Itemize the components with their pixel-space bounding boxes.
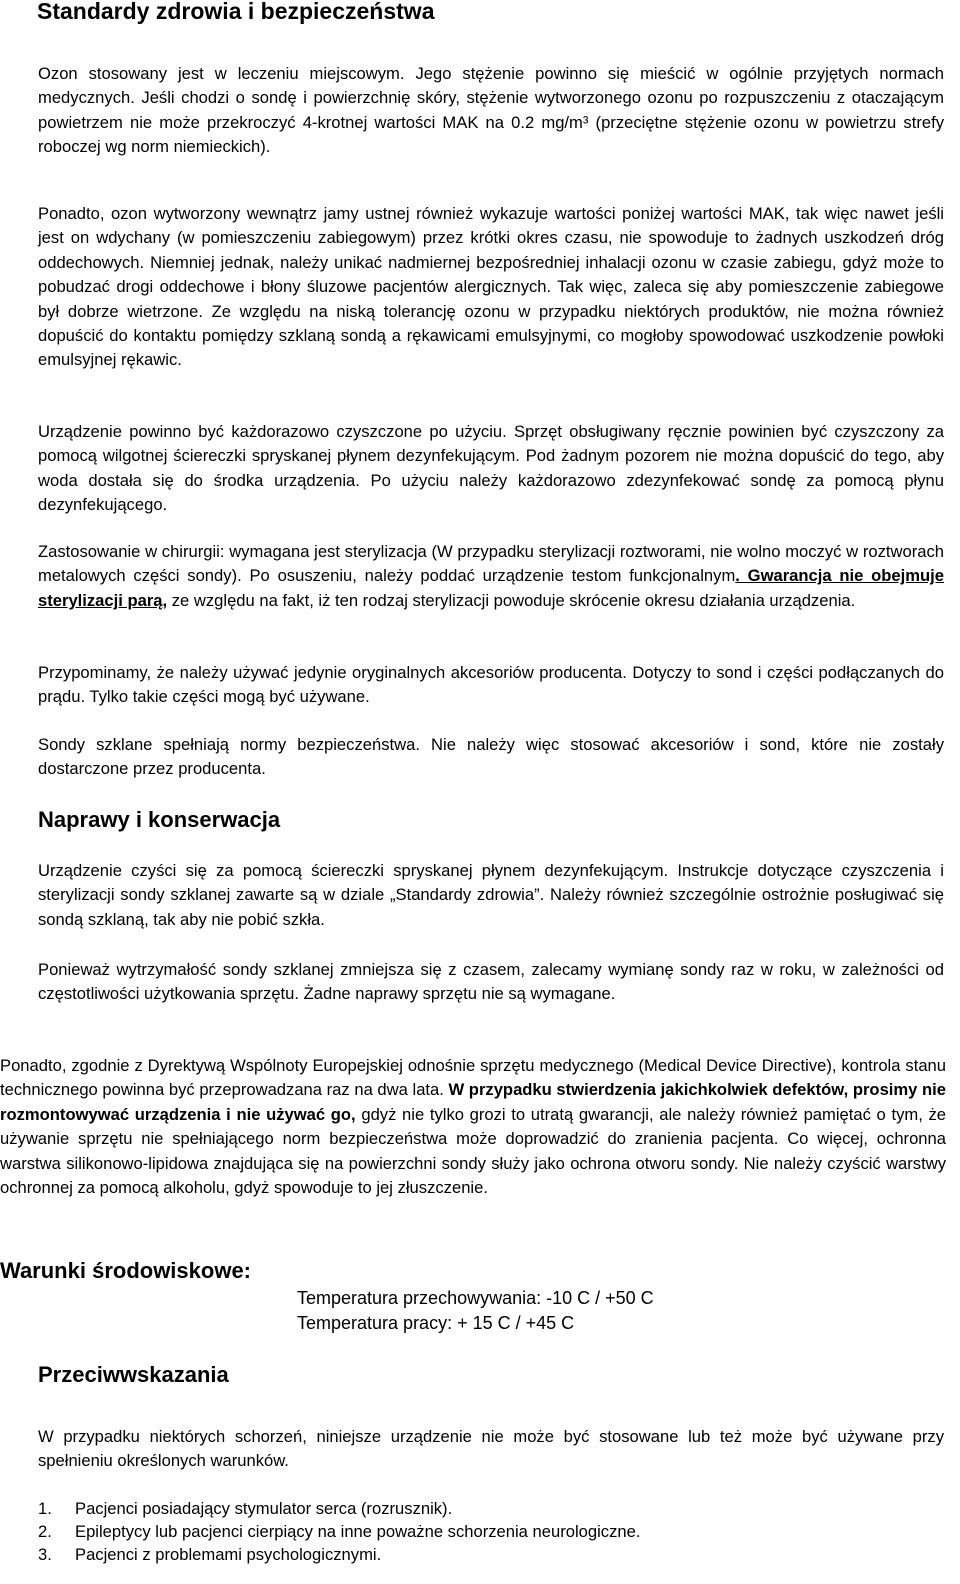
list-item — [38, 1497, 640, 1520]
list-item — [38, 1543, 640, 1566]
list-number: 1. — [38, 1499, 52, 1518]
paragraph-device-cleaning: Urządzenie czyści się za pomocą ściereczki spryskanej płynem dezynfekującym. Instrukcje dotyczące czyszczenia i sterylizacji sondy szklanej zawarte są w dziale „Standardy zdrowia”. Należy również szczególnie ostrożnie posługiwać się sondą szklaną, tak aby nie pobić szkła. — [38, 861, 944, 929]
list-number: 3. — [38, 1545, 52, 1564]
warranty-note: . Gwarancja nie obejmuje sterylizacji parą, — [38, 566, 944, 610]
defect-warning: W przypadku stwierdzenia jakichkolwiek defektów, prosimy nie rozmontowywać urządzenia i nie używać go, — [0, 1080, 946, 1124]
list-text: Pacjenci z problemami psychologicznymi. — [75, 1545, 382, 1564]
operating-temperature: Temperatura pracy: + 15 C / +45 C — [297, 1313, 575, 1333]
paragraph-contraindications-intro: W przypadku niektórych schorzeń, niniejsze urządzenie nie może być stosowane lub też może być używane przy spełnieniu określonych warunków. — [38, 1427, 944, 1471]
storage-temperature: Temperatura przechowywania: -10 C / +50 C — [297, 1288, 654, 1308]
list-item — [38, 1520, 640, 1543]
inspection-text: Ponadto, zgodnie z Dyrektywą Wspólnoty Europejskiej odnośnie sprzętu medycznego (Medical Device Directive), kontrola stanu technicznego powinna być przeprowadzana raz na dwa lata. — [0, 1056, 946, 1100]
heading-contraindications: Przeciwwskazania — [38, 1362, 229, 1387]
inspection-text-end: gdyż nie tylko grozi to utratą gwarancji, ale należy również pamiętać o tym, że używanie sprzętu nie spełniającego norm bezpieczeństwa może doprowadzić do zranienia pacjenta. Co więcej, ochronna warstwa silikonowo-lipidowa znajdująca się na powierzchni sondy służy jako ochrona otworu sondy. Nie należy czyścić warstwy ochronnej za pomocą alkoholu, gdyż spowoduje to jej złuszczenie. — [0, 1104, 946, 1198]
paragraph-ozone-concentration: Ozon stosowany jest w leczeniu miejscowym. Jego stężenie powinno się mieścić w ogólnie przyjętych normach medycznych. Jeśli chodzi o sondę i powierzchnię skóry, stężenie wytworzonego ozonu po rozpuszczeniu z otaczającym powietrzem nie może przekroczyć 4-krotnej wartości MAK na 0.2 mg/m³ (przeciętne stężenie ozonu w powietrzu strefy roboczej wg norm niemieckich). — [38, 64, 944, 157]
paragraph-glass-probes: Sondy szklane spełniają normy bezpieczeństwa. Nie należy więc stosować akcesoriów i sond, które nie zostały dostarczone przez producenta. — [38, 735, 944, 779]
list-text: Epileptycy lub pacjenci cierpiący na inne poważne schorzenia neurologiczne. — [75, 1522, 641, 1541]
paragraph-original-accessories: Przypominamy, że należy używać jedynie oryginalnych akcesoriów producenta. Dotyczy to sond i części podłączanych do prądu. Tylko takie części mogą być używane. — [38, 663, 944, 707]
list-number: 2. — [38, 1522, 52, 1541]
heading-environment: Warunki środowiskowe: — [0, 1258, 252, 1283]
paragraph-cleaning: Urządzenie powinno być każdorazowo czyszczone po użyciu. Sprzęt obsługiwany ręcznie powinien być czyszczony za pomocą wilgotnej ściereczki spryskanej płynem dezynfekującym. Pod żadnym pozorem nie można dopuścić do tego, aby woda dostała się do środka urządzenia. Po użyciu należy każdorazowo zdezynfekować sondę za pomocą płynu dezynfekującego. — [38, 422, 944, 515]
sterilization-text: Zastosowanie w chirurgii: wymagana jest sterylizacja (W przypadku sterylizacji roztworami, nie wolno moczyć w roztworach metalowych części sondy). Po osuszeniu, należy poddać urządzenie testom funkcjonalnym — [38, 542, 944, 586]
paragraph-sterilization — [38, 540, 944, 613]
paragraph-ozone-inhalation: Ponadto, ozon wytworzony wewnątrz jamy ustnej również wykazuje wartości poniżej wartości MAK, tak więc nawet jeśli jest on wdychany (w pomieszczeniu zabiegowym) przez krótki okres czasu, nie spowoduje to żadnych uszkodzeń dróg oddechowych. Niemniej jednak, należy unikać nadmiernej bezpośredniej inhalacji ozonu w czasie zabiegu, gdyż może to pobudzać drogi oddechowe i błony śluzowe pacjentów alergicznych. Tak więc, zaleca się aby pomieszczenie zabiegowe był dobrze wietrzone. Ze względu na niską tolerancję ozonu w przypadku niektórych produktów, nie można również dopuścić do kontaktu pomiędzy szklaną sondą a rękawicami emulsyjnymi, co mogłoby spowodować uszkodzenie powłoki emulsyjnej rękawic. — [38, 204, 944, 370]
heading-health-safety: Standardy zdrowia i bezpieczeństwa — [37, 0, 435, 24]
list-text: Pacjenci posiadający stymulator serca (rozrusznik). — [75, 1499, 453, 1518]
contraindications-list — [38, 1497, 640, 1566]
paragraph-technical-inspection — [0, 1054, 946, 1200]
heading-repairs: Naprawy i konserwacja — [38, 807, 281, 832]
paragraph-probe-replacement: Ponieważ wytrzymałość sondy szklanej zmniejsza się z czasem, zalecamy wymianę sondy raz w roku, w zależności od częstotliwości użytkowania sprzętu. Żadne naprawy sprzętu nie są wymagane. — [38, 960, 944, 1004]
sterilization-text-end: ze względu na fakt, iż ten rodzaj sterylizacji powoduje skrócenie okresu działania urządzenia. — [167, 590, 856, 610]
